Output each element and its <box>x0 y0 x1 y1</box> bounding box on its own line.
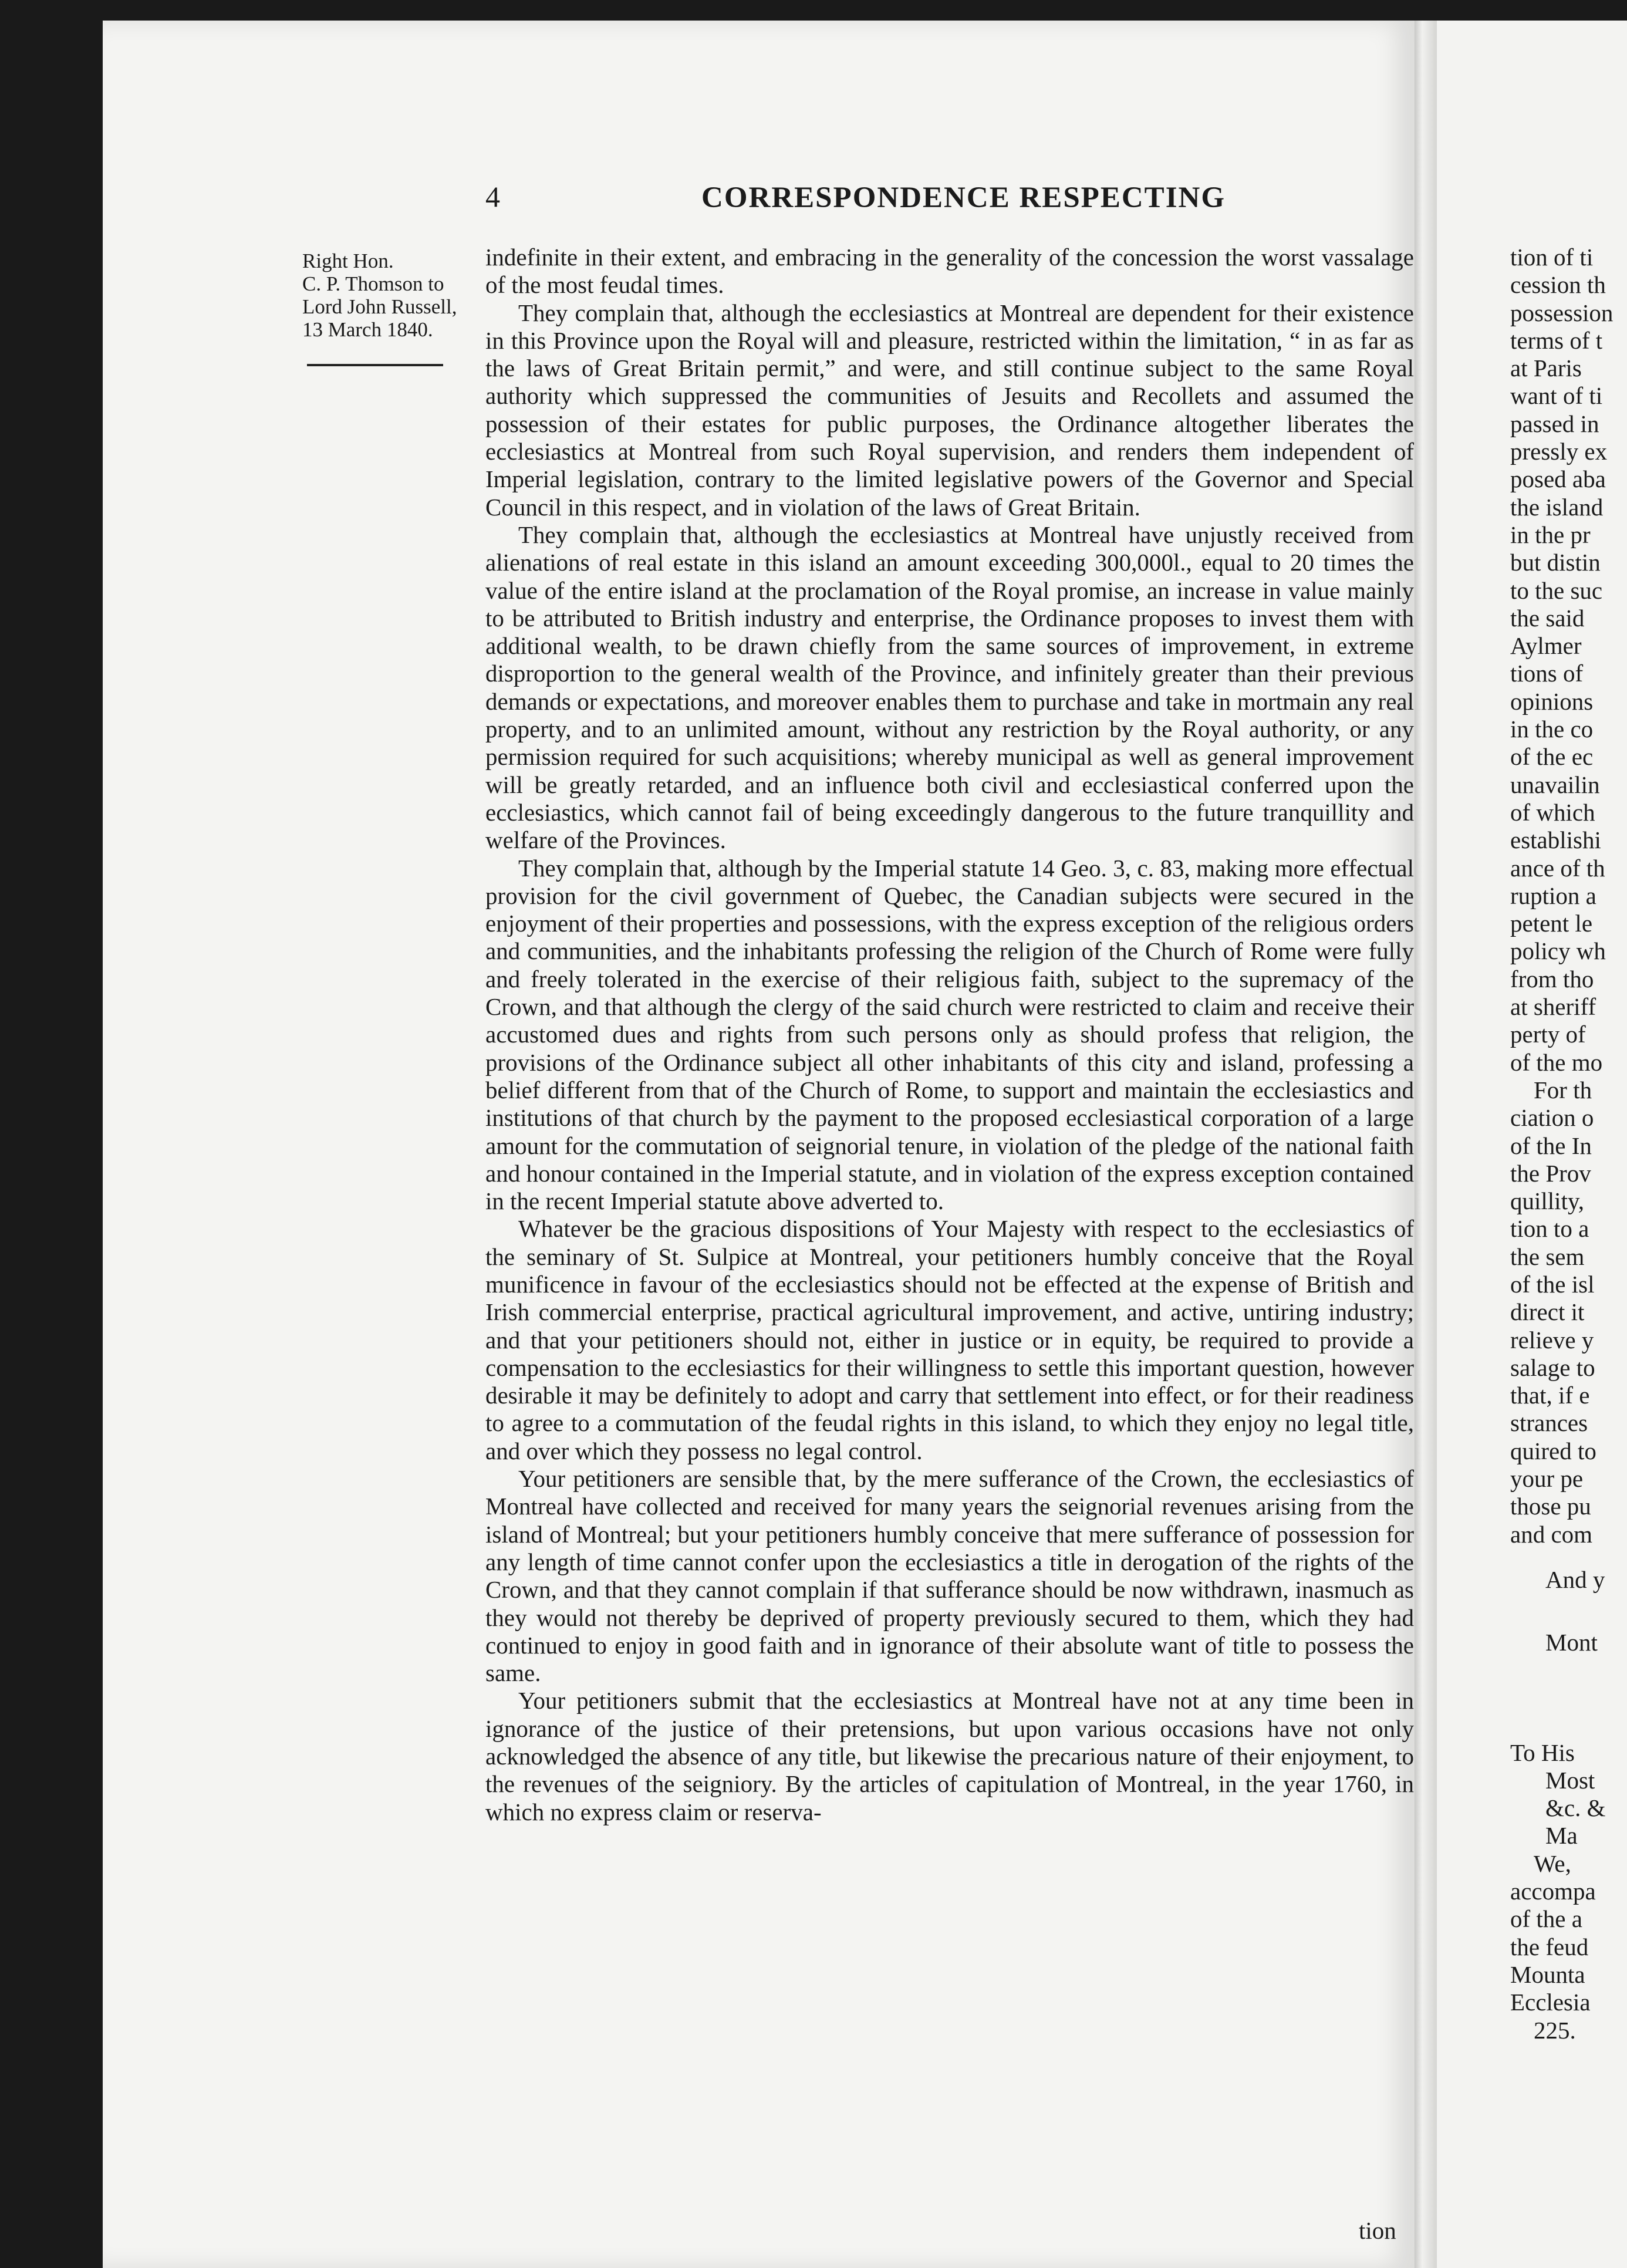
right-page-line: petent le <box>1510 910 1593 937</box>
right-page-line: of the mo <box>1510 1048 1603 1076</box>
right-page-line: Mont <box>1545 1629 1598 1656</box>
right-page-line: tion of ti <box>1510 244 1594 271</box>
spacer <box>1510 1548 1613 1566</box>
right-page-line: tion to a <box>1510 1215 1589 1243</box>
right-page-line: strances <box>1510 1409 1588 1437</box>
right-page-line: opinions <box>1510 687 1594 715</box>
right-page-line: to the suc <box>1510 576 1603 604</box>
margin-note-line: Lord John Russell, <box>302 295 457 318</box>
right-page-line: To His <box>1510 1739 1575 1766</box>
margin-note <box>302 249 484 341</box>
right-page-line: perty of <box>1510 1021 1586 1048</box>
right-page-line: pressly ex <box>1510 438 1608 465</box>
margin-note-line: 13 March 1840. <box>302 318 433 341</box>
right-page-line: of the isl <box>1510 1270 1595 1298</box>
right-page-line: passed in <box>1510 410 1599 437</box>
right-page-line: those pu <box>1510 1493 1591 1520</box>
right-page-line: cession th <box>1510 271 1606 299</box>
right-page-line: at Paris <box>1510 355 1582 382</box>
margin-note-line: C. P. Thomson to <box>302 272 444 295</box>
right-page-line: the island <box>1510 493 1604 521</box>
right-page-line: in the co <box>1510 716 1594 743</box>
right-page-line: of which <box>1510 798 1595 826</box>
book-gutter <box>1415 21 1437 2268</box>
right-page-line: the said <box>1510 604 1585 632</box>
page-number: 4 <box>485 180 500 213</box>
spacer <box>1510 1657 1613 1739</box>
right-page-line: quired to <box>1510 1437 1596 1464</box>
right-page-line: that, if e <box>1510 1382 1590 1409</box>
right-page-line: Most <box>1545 1766 1595 1794</box>
right-page-line: ruption a <box>1510 882 1596 909</box>
right-page-line: policy wh <box>1510 937 1606 965</box>
right-page-line: your pe <box>1510 1465 1584 1493</box>
right-page-line: Mounta <box>1510 1960 1585 1988</box>
paragraph: They complain that, although the ecclesiastics at Montreal have unjustly received from alienations of real estate in this island an amount exceeding 300,000l., equal to 20 times the value of the entire island at the proclamation of the Royal promise, an increase in value mainly to be attributed to British industry and enterprise, the Ordinance proposes to invest them with additional wealth, to be drawn chiefly from the same sources of improvement, in extreme disproportion to the general wealth of the Province, and infinitely greater than their previous demands or expectations, and moreover enables them to purchase and take in mortmain any real property, and to an unlimited amount, without any restriction by the Royal authority, or any permission required for such acquisitions; whereby municipal as well as general improvement will be greatly retarded, and an influence both civil and ecclesiastical conferred upon the ecclesiastics, which cannot fail of being exceedingly dangerous to the future tranquillity and welfare of the Provinces. <box>485 521 1414 854</box>
margin-note-line: Right Hon. <box>302 249 394 272</box>
paragraph: indefinite in their extent, and embracing in the generality of the concession the worst vassalage of the most feudal times. <box>485 244 1414 299</box>
paragraph: Your petitioners are sensible that, by the mere sufferance of the Crown, the ecclesiastics of Montreal have collected and received for many years the seignorial revenues arising from the island of Montreal; but your petitioners humbly conceive that mere sufferance of possession for any length of time cannot confer upon the ecclesiastics a title in derogation of the rights of the Crown, and that they cannot complain if that sufferance should be now withdrawn, inasmuch as they would not thereby be deprived of property previously secured to them, which they had continued to enjoy in good faith and in ignorance of their absolute want of title to possess the same. <box>485 1465 1414 1687</box>
right-page-line: quillity, <box>1510 1187 1585 1215</box>
paragraph: Whatever be the gracious dispositions of Your Majesty with respect to the ecclesiastics of the seminary of St. Sulpice at Montreal, your petitioners humbly conceive that the Royal munificence in favour of the ecclesiastics should not be effected at the expense of British and Irish commercial enterprise, practical agricultural improvement, and active, untiring industry; and that your petitioners should not, either in justice or in equity, be required to provide a compensation to the ecclesiastics for their willingness to settle this important question, however desirable it may be definitely to adopt and carry that settlement into effect, or for their readiness to agree to a commutation of the feudal rights in this island, to which they enjoy no legal title, and over which they possess no legal control. <box>485 1215 1414 1464</box>
right-page-line: at sheriff <box>1510 993 1596 1021</box>
right-page-line: of the In <box>1510 1132 1592 1159</box>
right-page-line: Ma <box>1545 1822 1578 1850</box>
right-page-text <box>1510 244 1613 2044</box>
catchword: tion <box>1359 2217 1396 2244</box>
right-page-line: accompa <box>1510 1878 1596 1905</box>
body-text <box>485 244 1414 1826</box>
left-page <box>103 21 1415 2268</box>
right-page-line: &c. & <box>1545 1794 1606 1822</box>
right-page <box>1437 21 1627 2268</box>
right-page-line: the sem <box>1510 1243 1585 1270</box>
right-page-line: the feud <box>1510 1933 1589 1960</box>
paragraph: Your petitioners submit that the ecclesiastics at Montreal have not at any time been in ignorance of the justice of their pretensions, but upon various occasions have not only acknowledged the absence of any title, but likewise the precarious nature of their enjoyment, to the revenues of the seigniory. By the articles of capitulation of Montreal, in the year 1760, in which no express claim or reserva- <box>485 1687 1414 1825</box>
right-page-line: Aylmer <box>1510 632 1582 660</box>
right-page-line: the Prov <box>1510 1159 1591 1187</box>
right-page-line: salage to <box>1510 1354 1595 1381</box>
right-page-line: And y <box>1545 1565 1605 1593</box>
right-page-line: relieve y <box>1510 1326 1594 1354</box>
right-page-line: 225. <box>1534 2016 1576 2044</box>
right-page-line: of the a <box>1510 1905 1582 1933</box>
paragraph: They complain that, although the ecclesiastics at Montreal are dependent for their existence in this Province upon the Royal will and pleasure, restricted within the limitation, “ in as far as the laws of Great Britain permit,” and were, and still continue subject to the same Royal authority which suppressed the communities of Jesuits and Recollets and assumed the possession of their estates for public purposes, the Ordinance altogether liberates the ecclesiastics at Montreal from such Royal supervision, and renders them independent of Imperial legislation, contrary to the limited legislative powers of the Governor and Special Council in this respect, and in violation of the laws of Great Britain. <box>485 299 1414 521</box>
spacer <box>1510 1594 1613 1629</box>
right-page-line: establishi <box>1510 826 1601 854</box>
right-page-line: ance of th <box>1510 854 1605 882</box>
right-page-line: possession <box>1510 299 1614 326</box>
right-page-line: ciation o <box>1510 1104 1594 1132</box>
right-page-line: but distin <box>1510 549 1601 576</box>
paragraph: They complain that, although by the Imperial statute 14 Geo. 3, c. 83, making more effectual provision for the civil government of Quebec, the Canadian subjects were secured in the enjoyment of their properties and possessions, with the express exception of the religious orders and communities, and the inhabitants professing the religion of the Church of Rome were fully and freely tolerated in the exercise of their religious faith, subject to the supremacy of the Crown, and that although the clergy of the said church were restricted to claim and receive their accustomed dues and rights from such persons only as should profess that religion, the provisions of the Ordinance subject all other inhabitants of this city and island, professing a belief different from that of the Church of Rome, to support and maintain the ecclesiastics and institutions of that church by the payment to the proposed ecclesiastical corporation of a large amount for the commutation of seignorial tenure, in violation of the pledge of the national faith and honour contained in the Imperial statute, and in violation of the express exception contained in the recent Imperial statute above adverted to. <box>485 854 1414 1215</box>
right-page-line: posed aba <box>1510 465 1606 493</box>
right-page-line: and com <box>1510 1520 1593 1548</box>
right-page-line: Ecclesia <box>1510 1989 1591 2016</box>
right-page-line: from tho <box>1510 965 1594 993</box>
right-page-line: of the ec <box>1510 743 1594 771</box>
right-page-line: want of ti <box>1510 382 1603 410</box>
right-page-line: For th <box>1534 1076 1592 1103</box>
right-page-line: tions of <box>1510 660 1584 687</box>
right-page-line: direct it <box>1510 1298 1585 1326</box>
right-page-line: in the pr <box>1510 521 1591 548</box>
running-head: CORRESPONDENCE RESPECTING <box>701 181 1226 214</box>
right-page-line: terms of t <box>1510 326 1603 354</box>
right-page-line: We, <box>1534 1850 1571 1877</box>
margin-rule <box>307 364 443 366</box>
right-page-line: unavailin <box>1510 771 1600 798</box>
